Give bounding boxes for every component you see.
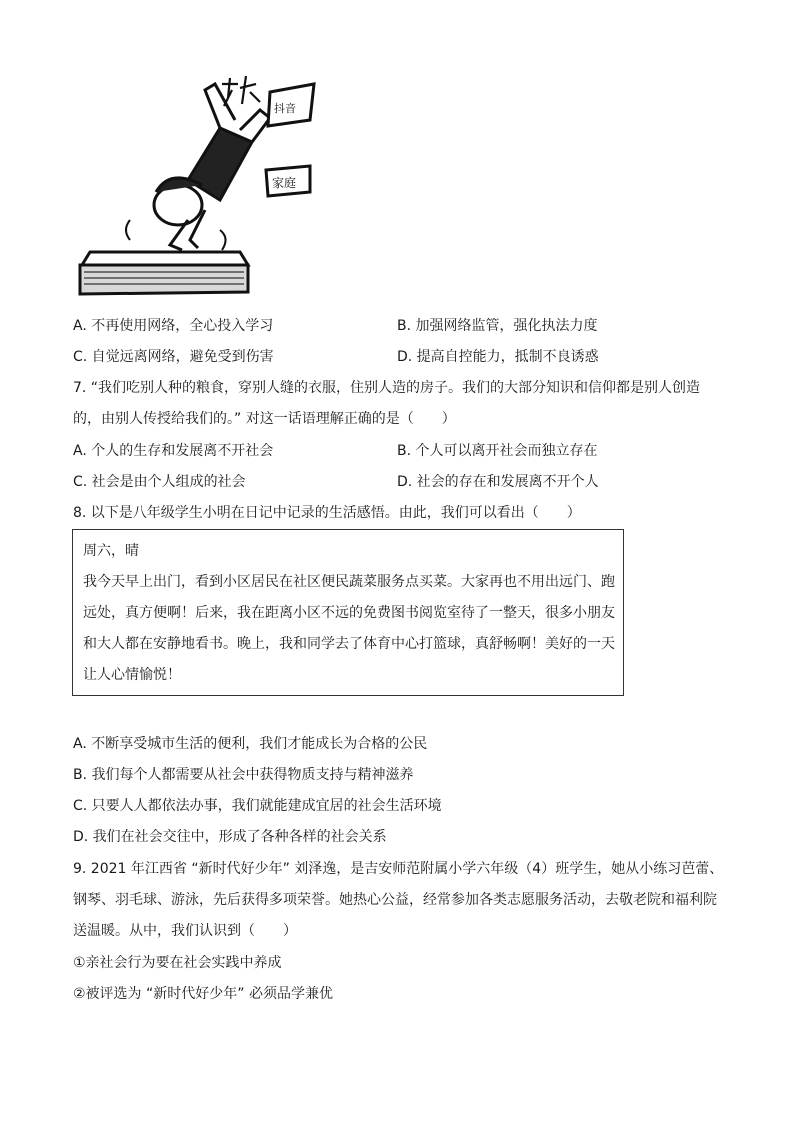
diary-box bbox=[72, 529, 624, 696]
sign-label-top: 抖音 bbox=[274, 102, 296, 115]
phone-sign bbox=[268, 84, 314, 126]
diary-header: 周六，晴 bbox=[83, 543, 139, 559]
q6-option-c: C. 自觉远离网络，避免受到伤害 bbox=[73, 349, 274, 365]
q7-stem-line2: 的，由别人传授给我们的。” 对这一话语理解正确的是（ ） bbox=[73, 411, 456, 427]
q9-item-1: ①亲社会行为要在社会实践中养成 bbox=[73, 955, 282, 971]
q7-option-b: B. 个人可以离开社会而独立存在 bbox=[397, 443, 598, 459]
diary-line-4: 让人心情愉悦！ bbox=[83, 667, 181, 683]
diary-line-1: 我今天早上出门，看到小区居民在社区便民蔬菜服务点买菜。大家再也不用出远门、跑 bbox=[83, 574, 615, 590]
q7-option-d: D. 社会的存在和发展离不开个人 bbox=[397, 474, 599, 490]
q9-stem-line2: 钢琴、羽毛球、游泳，先后获得多项荣誉。她热心公益，经常参加各类志愿服务活动，去敬老院和福利院 bbox=[73, 892, 717, 908]
q9-stem-line1: 9. 2021 年江西省 “新时代好少年” 刘泽逸，是吉安师范附属小学六年级（4）班学生，她从小练习芭蕾、 bbox=[73, 861, 724, 877]
diary-line-3: 和大人都在安静地看书。晚上，我和同学去了体育中心打篮球，真舒畅啊！美好的一天 bbox=[83, 636, 615, 652]
figure-drawing bbox=[126, 84, 270, 250]
sign-label-side: 家庭 bbox=[272, 176, 297, 190]
q7-stem-line1: 7. “我们吃别人种的粮食，穿别人缝的衣服，住别人造的房子。我们的大部分知识和信仰都是别人创造 bbox=[73, 380, 701, 396]
q6-option-b: B. 加强网络监管，强化执法力度 bbox=[397, 318, 598, 334]
q7-option-c: C. 社会是由个人组成的社会 bbox=[73, 474, 246, 490]
q8-stem: 8. 以下是八年级学生小明在日记中记录的生活感悟。由此，我们可以看出（ ） bbox=[73, 505, 581, 521]
q8-option-a: A. 不断享受城市生活的便利，我们才能成长为合格的公民 bbox=[73, 736, 428, 752]
book-drawing bbox=[80, 252, 248, 294]
cartoon-illustration bbox=[70, 70, 320, 302]
diary-line-2: 远处，真方便啊！后来，我在距离小区不远的免费图书阅览室待了一整天，很多小朋友 bbox=[83, 605, 615, 621]
q8-option-d: D. 我们在社会交往中，形成了各种各样的社会关系 bbox=[73, 829, 387, 845]
q9-item-2: ②被评选为 “新时代好少年” 必须品学兼优 bbox=[73, 986, 333, 1002]
q6-option-d: D. 提高自控能力，抵制不良诱惑 bbox=[397, 349, 599, 365]
q8-option-b: B. 我们每个人都需要从社会中获得物质支持与精神滋养 bbox=[73, 767, 414, 783]
family-sign bbox=[266, 166, 310, 196]
q9-stem-line3: 送温暖。从中，我们认识到（ ） bbox=[73, 923, 297, 939]
q7-option-a: A. 个人的生存和发展离不开社会 bbox=[73, 443, 274, 459]
q6-option-a: A. 不再使用网络，全心投入学习 bbox=[73, 318, 274, 334]
handwritten-title bbox=[222, 76, 260, 106]
q8-option-c: C. 只要人人都依法办事，我们就能建成宜居的社会生活环境 bbox=[73, 798, 442, 814]
